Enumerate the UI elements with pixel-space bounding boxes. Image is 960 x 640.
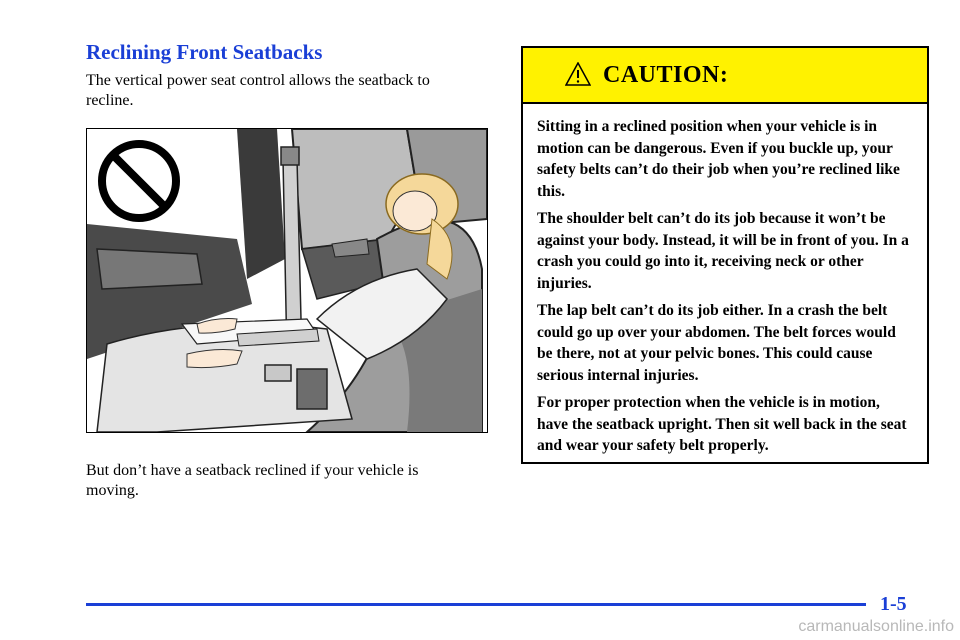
watermark: carmanualsonline.info	[798, 618, 954, 635]
footer-rule	[86, 603, 866, 606]
caution-header	[523, 48, 927, 104]
caution-body	[523, 104, 927, 457]
caution-paragraph: The lap belt can’t do its job either. In a crash the belt could go up over your abdomen. The belt forces would be there, not at your pelvic bones. This could cause serious internal injuries.	[537, 302, 896, 384]
caution-box	[521, 46, 929, 464]
intro-paragraph: The vertical power seat control allows the seatback to recline.	[86, 72, 430, 109]
outro-paragraph: But don’t have a seatback reclined if your vehicle is moving.	[86, 462, 419, 499]
page-number: 1-5	[880, 593, 907, 615]
caution-paragraph: Sitting in a reclined position when your vehicle is in motion can be dangerous. Even if you buckle up, your safety belts can’t do their job when you’re reclined like this.	[537, 118, 900, 200]
warning-triangle-icon	[565, 62, 591, 86]
section-heading: Reclining Front Seatbacks	[86, 40, 323, 64]
caution-paragraph: The shoulder belt can’t do its job because it won’t be against your body. Instead, it will be in front of you. In a crash you could go into it, receiving neck or other injuries.	[537, 210, 909, 292]
caution-paragraph: For proper protection when the vehicle is in motion, have the seatback upright. Then sit well back in the seat and wear your safety belt properly.	[537, 394, 907, 454]
reclined-passenger-illustration	[86, 128, 488, 433]
prohibition-icon	[102, 144, 176, 218]
caution-title: CAUTION:	[603, 62, 729, 88]
